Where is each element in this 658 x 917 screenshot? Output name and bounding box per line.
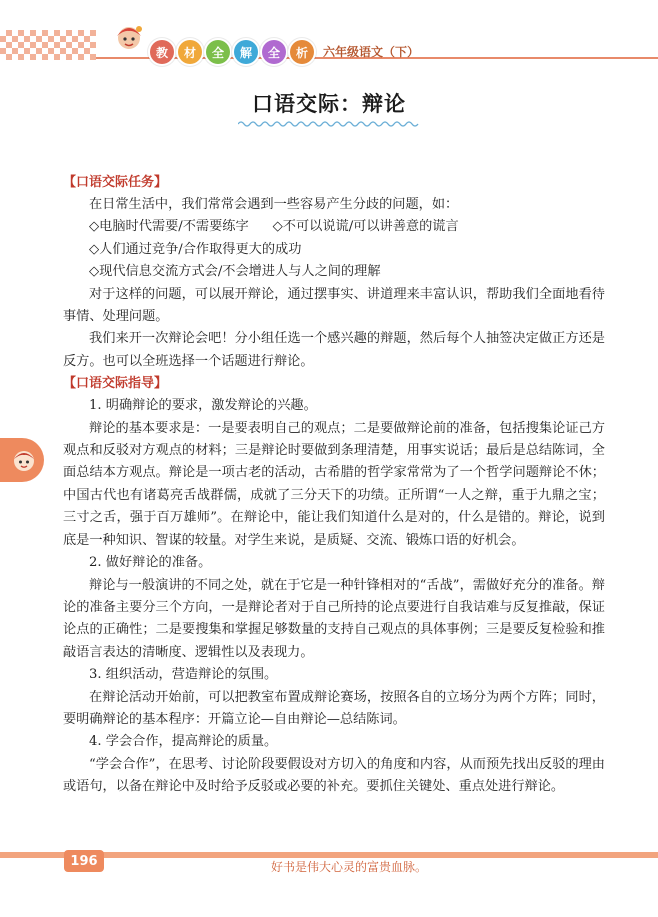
paragraph: 对于这样的问题，可以展开辩论，通过摆事实、讲道理来丰富认识，帮助我们全面地看待事情、处理问题。: [63, 286, 605, 325]
debate-topic: ◇人们通过竞争/合作取得更大的成功: [89, 241, 302, 257]
paragraph: 辩论与一般演讲的不同之处，就在于它是一种针锋相对的“舌战”，需做好充分的准备。辩论的准备主要分三个方向，一是辩论者对于自己所持的论点要进行自我诘难与反复推敲，保证论点的正确性；二是要搜集和掌握足够数量的支持自己观点的具体事例；三是要反复检验和推敲语言表达的清晰度、逻辑性以及表现力。: [63, 577, 605, 660]
brand-char: 材: [178, 40, 202, 64]
page-header: [0, 0, 658, 80]
brand-char: 全: [262, 40, 286, 64]
main-content: [63, 172, 605, 799]
paragraph: 在辩论活动开始前，可以把教室布置成辩论赛场，按照各自的立场分为两个方阵；同时，要明确辩论的基本程序：开篇立论—自由辩论—总结陈词。: [63, 689, 605, 727]
brand-series-title: [150, 40, 314, 64]
cartoon-face-icon: [10, 446, 38, 474]
step-heading: 1. 明确辩论的要求，激发辩论的兴趣。: [89, 398, 317, 414]
debate-topic: ◇不可以说谎/可以讲善意的谎言: [272, 219, 459, 235]
section-heading-task: 【口语交际任务】: [63, 175, 168, 190]
paragraph: 辩论的基本要求是：一是要表明自己的观点；二是要做辩论前的准备，包括搜集论证己方观点和反驳对方观点的材料；三是辩论时要做到条理清楚，用事实说话；最后是总结陈词，全面总结本方观点。辩论是一项古老的活动，古希腊的哲学家常常为了一个哲学问题辩论不休；中国古代也有诸葛亮舌战群儒，成就了三分天下的功绩。正所谓“一人之辩，重于九鼎之宝；三寸之舌，强于百万雄师”。在辩论中，能让我们知道什么是对的，什么是错的。辩论，说到底是一种知识、智谋的较量。对学生来说，是质疑、交流、锻炼口语的好机会。: [63, 420, 605, 548]
paragraph: 我们来开一次辩论会吧！分小组任选一个感兴趣的辩题，然后每个人抽签决定做正方还是反方。也可以全班选择一个话题进行辩论。: [63, 331, 605, 369]
step-heading: 4. 学会合作，提高辩论的质量。: [89, 734, 278, 750]
brand-char: 析: [290, 40, 314, 64]
section-heading-guide: 【口语交际指导】: [63, 376, 168, 392]
page-number: 196: [64, 850, 104, 872]
debate-topic: ◇现代信息交流方式会/不会增进人与人之间的理解: [89, 264, 381, 280]
debate-topic-row: [63, 216, 605, 238]
paragraph: “学会合作”，在思考、讨论阶段要假设对方切入的角度和内容，从而预先找出反驳的理由或语句，以备在辩论中及时给予反驳或必要的补充。要抓住关键处、重点处进行辩论。: [63, 756, 605, 795]
debate-topic: ◇电脑时代需要/不需要练字: [89, 219, 249, 235]
step-heading: 2. 做好辩论的准备。: [89, 555, 212, 571]
checker-decoration: [0, 30, 96, 60]
brand-char: 解: [234, 40, 258, 64]
debate-topic-row: [63, 239, 605, 261]
paragraph: 在日常生活中，我们常常会遇到一些容易产生分歧的问题，如：: [89, 197, 459, 212]
wave-divider: [238, 120, 420, 128]
step-heading: 3. 组织活动，营造辩论的氛围。: [89, 667, 278, 683]
mascot-icon: [112, 20, 146, 54]
debate-topic-row: [63, 261, 605, 283]
brand-char: 教: [150, 40, 174, 64]
grade-label: 六年级语文（下）: [323, 45, 420, 59]
brand-char: 全: [206, 40, 230, 64]
footer-quote: 好书是伟大心灵的富贵血脉。: [270, 860, 427, 874]
side-tab: [0, 438, 44, 482]
page-title: 口语交际：辩论: [252, 92, 406, 116]
